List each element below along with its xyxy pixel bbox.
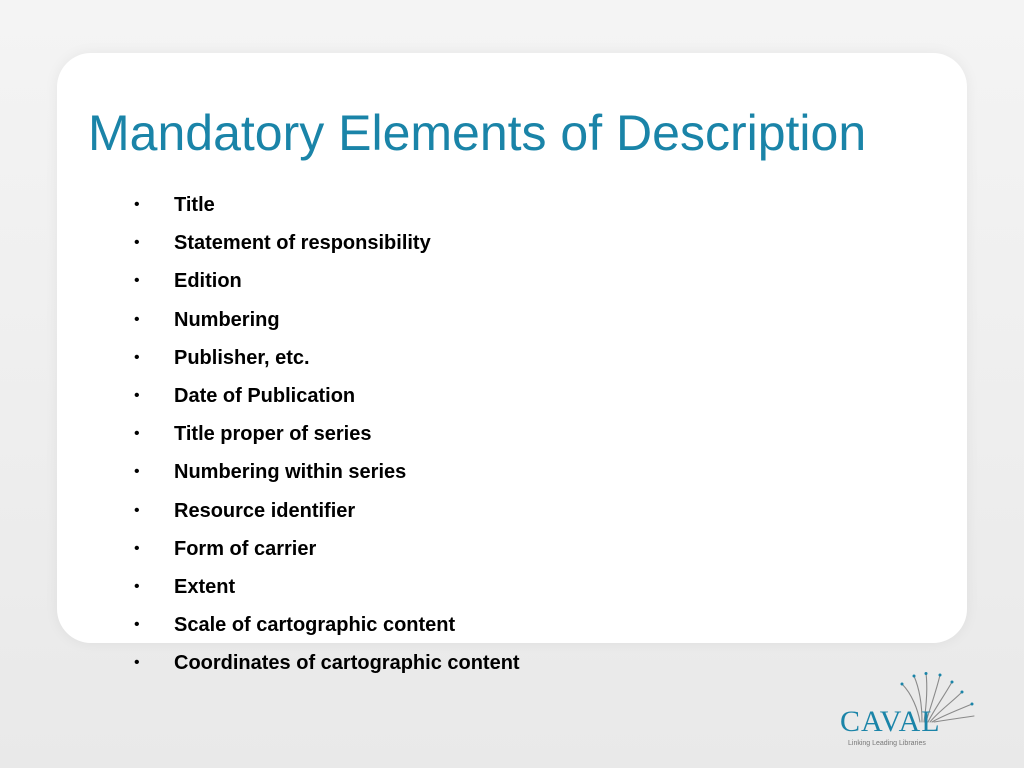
bullet-icon: •: [134, 501, 140, 519]
slide-title: Mandatory Elements of Description: [88, 105, 867, 161]
list-item-text: Date of Publication: [174, 384, 356, 407]
bullet-icon: •: [134, 196, 140, 213]
list-item-text: Title: [174, 194, 215, 216]
list-item-text: Publisher, etc.: [174, 346, 310, 369]
bullet-icon: •: [134, 234, 140, 252]
bullet-icon: •: [134, 310, 140, 328]
list-item-text: Edition: [174, 270, 242, 293]
bullet-icon: •: [134, 425, 140, 443]
caval-logo: [835, 672, 975, 752]
list-item-text: Numbering within series: [174, 461, 407, 484]
list-item-text: Statement of responsibility: [174, 232, 431, 255]
list-item-text: Coordinates of cartographic content: [174, 652, 520, 675]
bullet-icon: •: [134, 654, 140, 672]
bullet-icon: •: [134, 348, 140, 366]
bullet-icon: •: [134, 539, 140, 557]
logo-tagline: Linking Leading Libraries: [848, 740, 926, 747]
logo-wordmark: CAVAL: [840, 705, 941, 738]
bullet-icon: •: [134, 616, 140, 634]
list-item-text: Scale of cartographic content: [174, 614, 456, 637]
bullet-icon: •: [134, 463, 140, 481]
list-item-text: Form of carrier: [174, 537, 317, 560]
list-item-text: Extent: [174, 575, 236, 598]
bullet-icon: •: [134, 272, 140, 290]
bullet-icon: •: [134, 577, 140, 595]
list-item-text: Title proper of series: [174, 423, 372, 446]
list-item-text: Numbering: [174, 308, 280, 331]
list-item-text: Resource identifier: [174, 499, 356, 522]
bullet-icon: •: [134, 386, 140, 404]
